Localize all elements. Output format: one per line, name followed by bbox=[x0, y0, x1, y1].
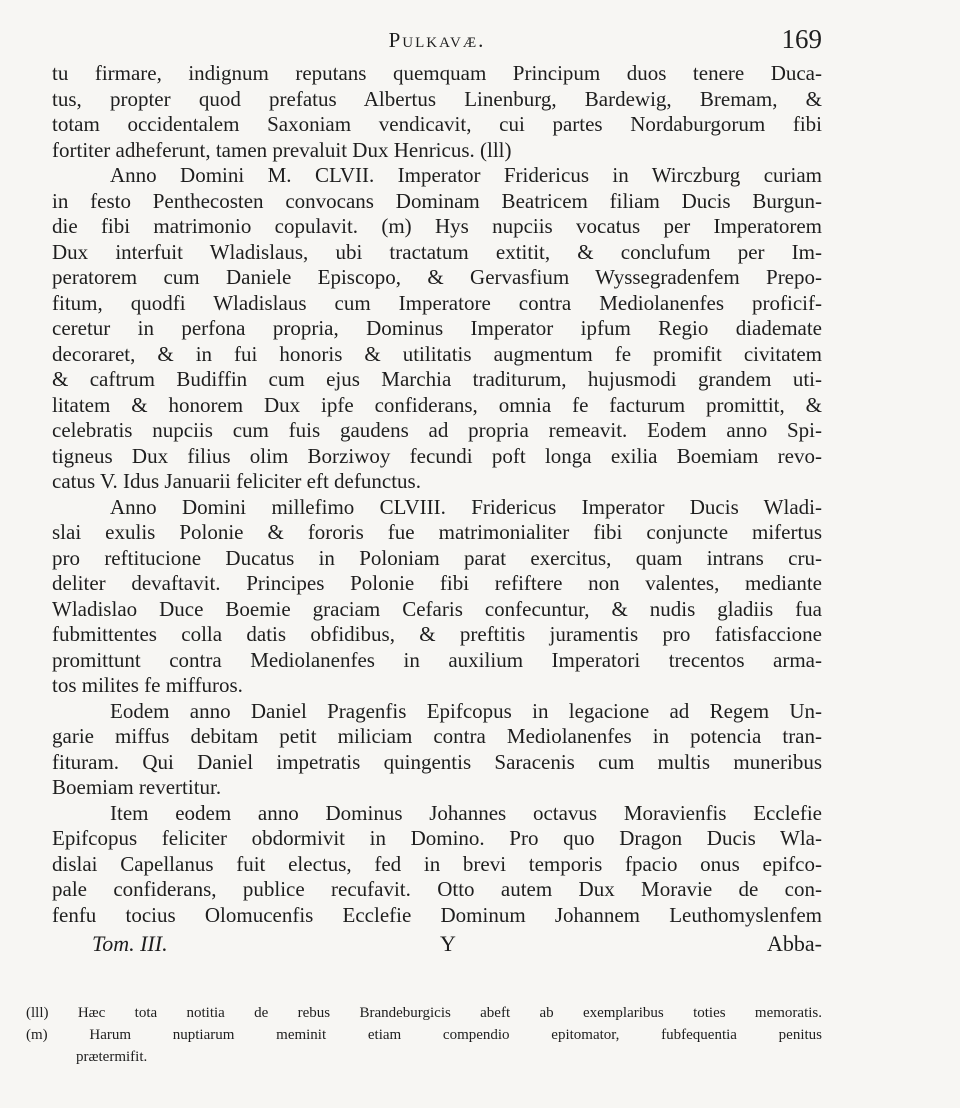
signature-mark: Y bbox=[440, 931, 456, 956]
text-line: Dux interfuit Wladislaus, ubi tractatum extitit, & conclufum per Im- bbox=[52, 239, 822, 264]
text-line: in festo Penthecosten convocans Dominam Beatricem filiam Ducis Burgun- bbox=[52, 188, 822, 213]
text-line: tos milites fe miffuros. bbox=[52, 673, 243, 697]
text-line: fenfu tocius Olomucenfis Ecclefie Dominum Johannem Leuthomyslenfem bbox=[52, 902, 822, 927]
text-line: peratorem cum Daniele Episcopo, & Gervasfium Wyssegradenfem Prepo- bbox=[52, 265, 822, 289]
text-line: die fibi matrimonio copulavit. (m) Hys nupciis vocatus per Imperatorem bbox=[52, 214, 822, 238]
volume-label: Tom. III. bbox=[92, 931, 168, 956]
text-line: litatem & honorem Dux ipfe confiderans, omnia fe facturum promittit, & bbox=[52, 392, 822, 417]
text-line: ceretur in perfona propria, Dominus Imperator ipfum Regio diademate bbox=[52, 316, 822, 340]
text-line: deliter devaftavit. Principes Polonie fibi refiftere non valentes, mediante bbox=[52, 571, 822, 595]
text-line: tu firmare, indignum reputans quemquam Principum duos tenere Duca- bbox=[52, 61, 822, 85]
text-line: pale confiderans, publice recufavit. Otto autem Dux Moravie de con- bbox=[52, 877, 822, 901]
text-line: garie miffus debitam petit miliciam contra Mediolanenfes in potencia tran- bbox=[52, 724, 822, 748]
text-line: fitum, quodfi Wladislaus cum Imperatore contra Mediolanenfes proficif- bbox=[52, 290, 822, 315]
text-line: decoraret, & in fui honoris & utilitatis augmentum fe promifit civitatem bbox=[52, 341, 822, 366]
signature-line bbox=[52, 931, 822, 959]
footnotes bbox=[26, 1002, 822, 1068]
text-line: catus V. Idus Januarii feliciter eft defunctus. bbox=[52, 469, 421, 493]
text-line: Boemiam revertitur. bbox=[52, 775, 222, 799]
text-line: totam occidentalem Saxoniam vendicavit, cui partes Nordaburgorum fibi bbox=[52, 112, 822, 136]
text-line: fortiter adheferunt, tamen prevaluit Dux Henricus. (lll) bbox=[52, 137, 512, 162]
page-number: 169 bbox=[781, 24, 822, 54]
text-line: Epifcopus feliciter obdormivit in Domino. Pro quo Dragon Ducis Wla- bbox=[52, 826, 822, 850]
footnote-line: (m) Harum nuptiarum meminit etiam compendio epitomator, fubfequentia penitus bbox=[26, 1027, 822, 1043]
text-line: fituram. Qui Daniel impetratis quingentis Saracenis cum multis muneribus bbox=[52, 749, 822, 774]
catchword: Abba- bbox=[767, 931, 822, 956]
footnote-line: (lll) Hæc tota notitia de rebus Brandeburgicis abeft ab exemplaribus toties memoratis. bbox=[26, 1005, 822, 1021]
text-line: tigneus Dux filius olim Borziwoy fecundi poft longa exilia Boemiam revo- bbox=[52, 443, 822, 468]
text-line: & caftrum Budiffin cum ejus Marchia traditurum, hujusmodi grandem uti- bbox=[52, 367, 822, 391]
text-line: tus, propter quod prefatus Albertus Linenburg, Bardewig, Bremam, & bbox=[52, 86, 822, 111]
text-line: slai exulis Polonie & fororis fue matrimonialiter fibi conjuncte mifertus bbox=[52, 520, 822, 544]
footnote-line: prætermifit. bbox=[76, 1049, 148, 1065]
running-title: Pulkavæ. bbox=[388, 28, 486, 52]
text-line: Eodem anno Daniel Pragenfis Epifcopus in legacione ad Regem Un- bbox=[110, 698, 822, 723]
text-line: Item eodem anno Dominus Johannes octavus Moravienfis Ecclefie bbox=[110, 800, 822, 825]
text-line: Anno Domini M. CLVII. Imperator Fridericus in Wirczburg curiam bbox=[110, 163, 822, 187]
text-line: promittunt contra Mediolanenfes in auxilium Imperatori trecentos arma- bbox=[52, 647, 822, 672]
text-line: Wladislao Duce Boemie graciam Cefaris confecuntur, & nudis gladiis fua bbox=[52, 596, 822, 621]
main-text bbox=[52, 61, 822, 928]
text-line: fubmittentes colla datis obfidibus, & preftitis juramentis pro fatisfaccione bbox=[52, 622, 822, 646]
text-line: pro reftitucione Ducatus in Poloniam parat exercitus, quam intrans cru- bbox=[52, 545, 822, 570]
text-line: celebratis nupciis cum fuis gaudens ad propria remeavit. Eodem anno Spi- bbox=[52, 418, 822, 442]
page-header bbox=[52, 24, 822, 58]
text-line: Anno Domini millefimo CLVIII. Fridericus Imperator Ducis Wladi- bbox=[110, 494, 822, 519]
text-line: dislai Capellanus fuit electus, fed in brevi temporis fpacio onus epifco- bbox=[52, 851, 822, 876]
